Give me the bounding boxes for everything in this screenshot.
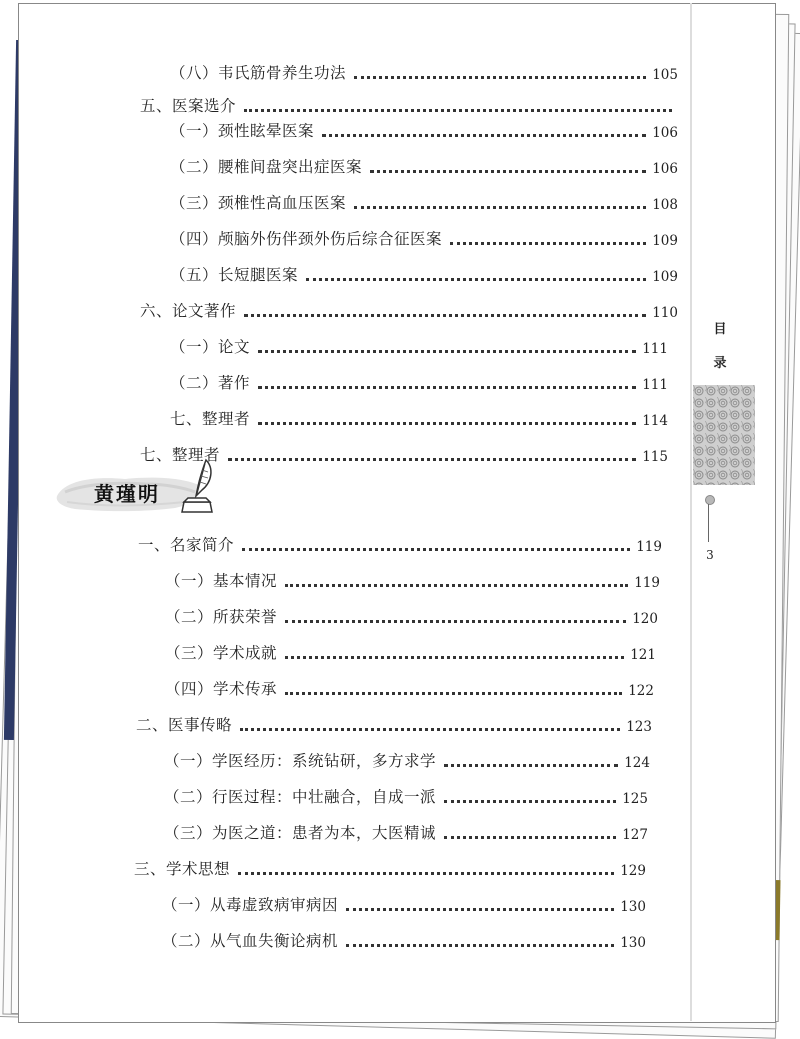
- toc-entry-label: （一）从毒虚致病审病因: [162, 896, 339, 914]
- toc-entry[interactable]: [140, 93, 678, 117]
- dot-leader: [322, 134, 646, 137]
- dot-leader: [238, 872, 614, 875]
- toc-entry-page: 106: [652, 161, 678, 177]
- toc-entry[interactable]: [165, 568, 660, 592]
- dot-leader: [444, 764, 618, 767]
- dot-leader: [258, 350, 636, 353]
- toc-entry-label: （三）学术成就: [165, 644, 278, 662]
- toc-entry-label: （一）颈性眩晕医案: [170, 122, 315, 140]
- toc-entry-label: （三）为医之道：患者为本，大医精诚: [164, 824, 437, 842]
- dot-leader: [258, 422, 636, 425]
- toc-entry-label: （一）学医经历：系统钻研，多方求学: [164, 752, 437, 770]
- toc-entry-label: （二）行医过程：中壮融合，自成一派: [164, 788, 437, 806]
- toc-entry-page: 130: [620, 935, 646, 951]
- toc-entry-page: 123: [626, 719, 652, 735]
- toc-entry-label: 五、医案选介: [140, 97, 237, 115]
- toc-entry-page: 115: [642, 449, 668, 465]
- dot-leader: [285, 692, 622, 695]
- side-marker-line: [708, 504, 709, 542]
- toc-entry[interactable]: [170, 262, 678, 286]
- cloud-pattern-block: [693, 385, 755, 485]
- toc-entry[interactable]: [170, 60, 678, 84]
- toc-entry[interactable]: [170, 118, 678, 142]
- toc-entry-page: 125: [622, 791, 648, 807]
- dot-leader: [285, 656, 624, 659]
- toc-entry-page: 109: [652, 233, 678, 249]
- toc-entry-page: 105: [652, 67, 678, 83]
- toc-entry-label: 六、论文著作: [140, 302, 237, 320]
- dot-leader: [444, 800, 616, 803]
- folio-page-number: 3: [706, 548, 714, 562]
- toc-entry[interactable]: [138, 532, 662, 556]
- dot-leader: [306, 278, 646, 281]
- toc-entry-page: 120: [632, 611, 658, 627]
- toc-entry-label: （一）论文: [170, 338, 251, 356]
- toc-entry-label: （二）腰椎间盘突出症医案: [170, 158, 363, 176]
- dot-leader: [285, 584, 628, 587]
- toc-entry-label: （四）学术传承: [165, 680, 278, 698]
- toc-entry[interactable]: [170, 370, 668, 394]
- toc-entry-label: （二）著作: [170, 374, 251, 392]
- toc-entry[interactable]: [136, 712, 652, 736]
- side-tab-char-top: 目: [713, 322, 727, 337]
- toc-entry[interactable]: [170, 406, 668, 430]
- toc-entry-label: （一）基本情况: [165, 572, 278, 590]
- toc-entry-page: 109: [652, 269, 678, 285]
- side-tab-char-bottom: 录: [713, 356, 727, 371]
- toc-entry-label: 三、学术思想: [134, 860, 231, 878]
- toc-entry-page: 111: [642, 377, 668, 393]
- toc-entry-label: 一、名家简介: [138, 536, 235, 554]
- toc-entry-page: 119: [636, 539, 662, 555]
- toc-entry[interactable]: [140, 298, 678, 322]
- toc-entry[interactable]: [164, 820, 648, 844]
- toc-entry[interactable]: [170, 154, 678, 178]
- toc-entry[interactable]: [170, 334, 668, 358]
- toc-entry-page: 108: [652, 197, 678, 213]
- dot-leader: [240, 728, 620, 731]
- toc-entry-page: 110: [652, 305, 678, 321]
- margin-divider: [690, 3, 692, 1021]
- side-tab-title: [708, 313, 732, 381]
- toc-entry[interactable]: [165, 676, 654, 700]
- toc-entry-page: 129: [620, 863, 646, 879]
- dot-leader: [244, 314, 646, 317]
- toc-entry-page: 127: [622, 827, 648, 843]
- toc-entry[interactable]: [165, 640, 656, 664]
- toc-entry-page: 121: [630, 647, 656, 663]
- toc-entry-label: （二）所获荣誉: [165, 608, 278, 626]
- toc-entry-label: （三）颈椎性高血压医案: [170, 194, 347, 212]
- dot-leader: [242, 548, 630, 551]
- dot-leader: [346, 908, 614, 911]
- dot-leader: [354, 76, 646, 79]
- toc-entry-label: （五）长短腿医案: [170, 266, 299, 284]
- toc-entry[interactable]: [162, 928, 646, 952]
- toc-entry-label: （八）韦氏筋骨养生功法: [170, 64, 347, 82]
- toc-entry-label: （四）颅脑外伤伴颈外伤后综合征医案: [170, 230, 443, 248]
- toc-entry[interactable]: [165, 604, 658, 628]
- toc-entry[interactable]: [162, 892, 646, 916]
- toc-entry-page: 114: [642, 413, 668, 429]
- toc-entry-page: 106: [652, 125, 678, 141]
- toc-entry-page: 111: [642, 341, 668, 357]
- dot-leader: [450, 242, 646, 245]
- toc-entry-page: 122: [628, 683, 654, 699]
- toc-entry[interactable]: [164, 748, 650, 772]
- toc-entry-page: 119: [634, 575, 660, 591]
- dot-leader: [285, 620, 626, 623]
- dot-leader: [228, 458, 636, 461]
- dot-leader: [346, 944, 614, 947]
- dot-leader: [354, 206, 646, 209]
- toc-entry[interactable]: [140, 442, 668, 466]
- toc-entry[interactable]: [170, 226, 678, 250]
- toc-entry-label: （二）从气血失衡论病机: [162, 932, 339, 950]
- toc-entry-label: 七、整理者: [140, 446, 221, 464]
- toc-entry[interactable]: [134, 856, 646, 880]
- toc-entry[interactable]: [164, 784, 648, 808]
- dot-leader: [258, 386, 636, 389]
- side-marker-dot: [705, 495, 715, 505]
- toc-entry-page: 124: [624, 755, 650, 771]
- dot-leader: [444, 836, 616, 839]
- section-banner-title: 黄瑾明: [94, 482, 160, 506]
- quill-inkpot-icon: [176, 458, 218, 514]
- toc-entry-page: 130: [620, 899, 646, 915]
- dot-leader: [370, 170, 646, 173]
- toc-entry[interactable]: [170, 190, 678, 214]
- toc-entry-label: 七、整理者: [170, 410, 251, 428]
- dot-leader: [244, 109, 672, 112]
- toc-entry-label: 二、医事传略: [136, 716, 233, 734]
